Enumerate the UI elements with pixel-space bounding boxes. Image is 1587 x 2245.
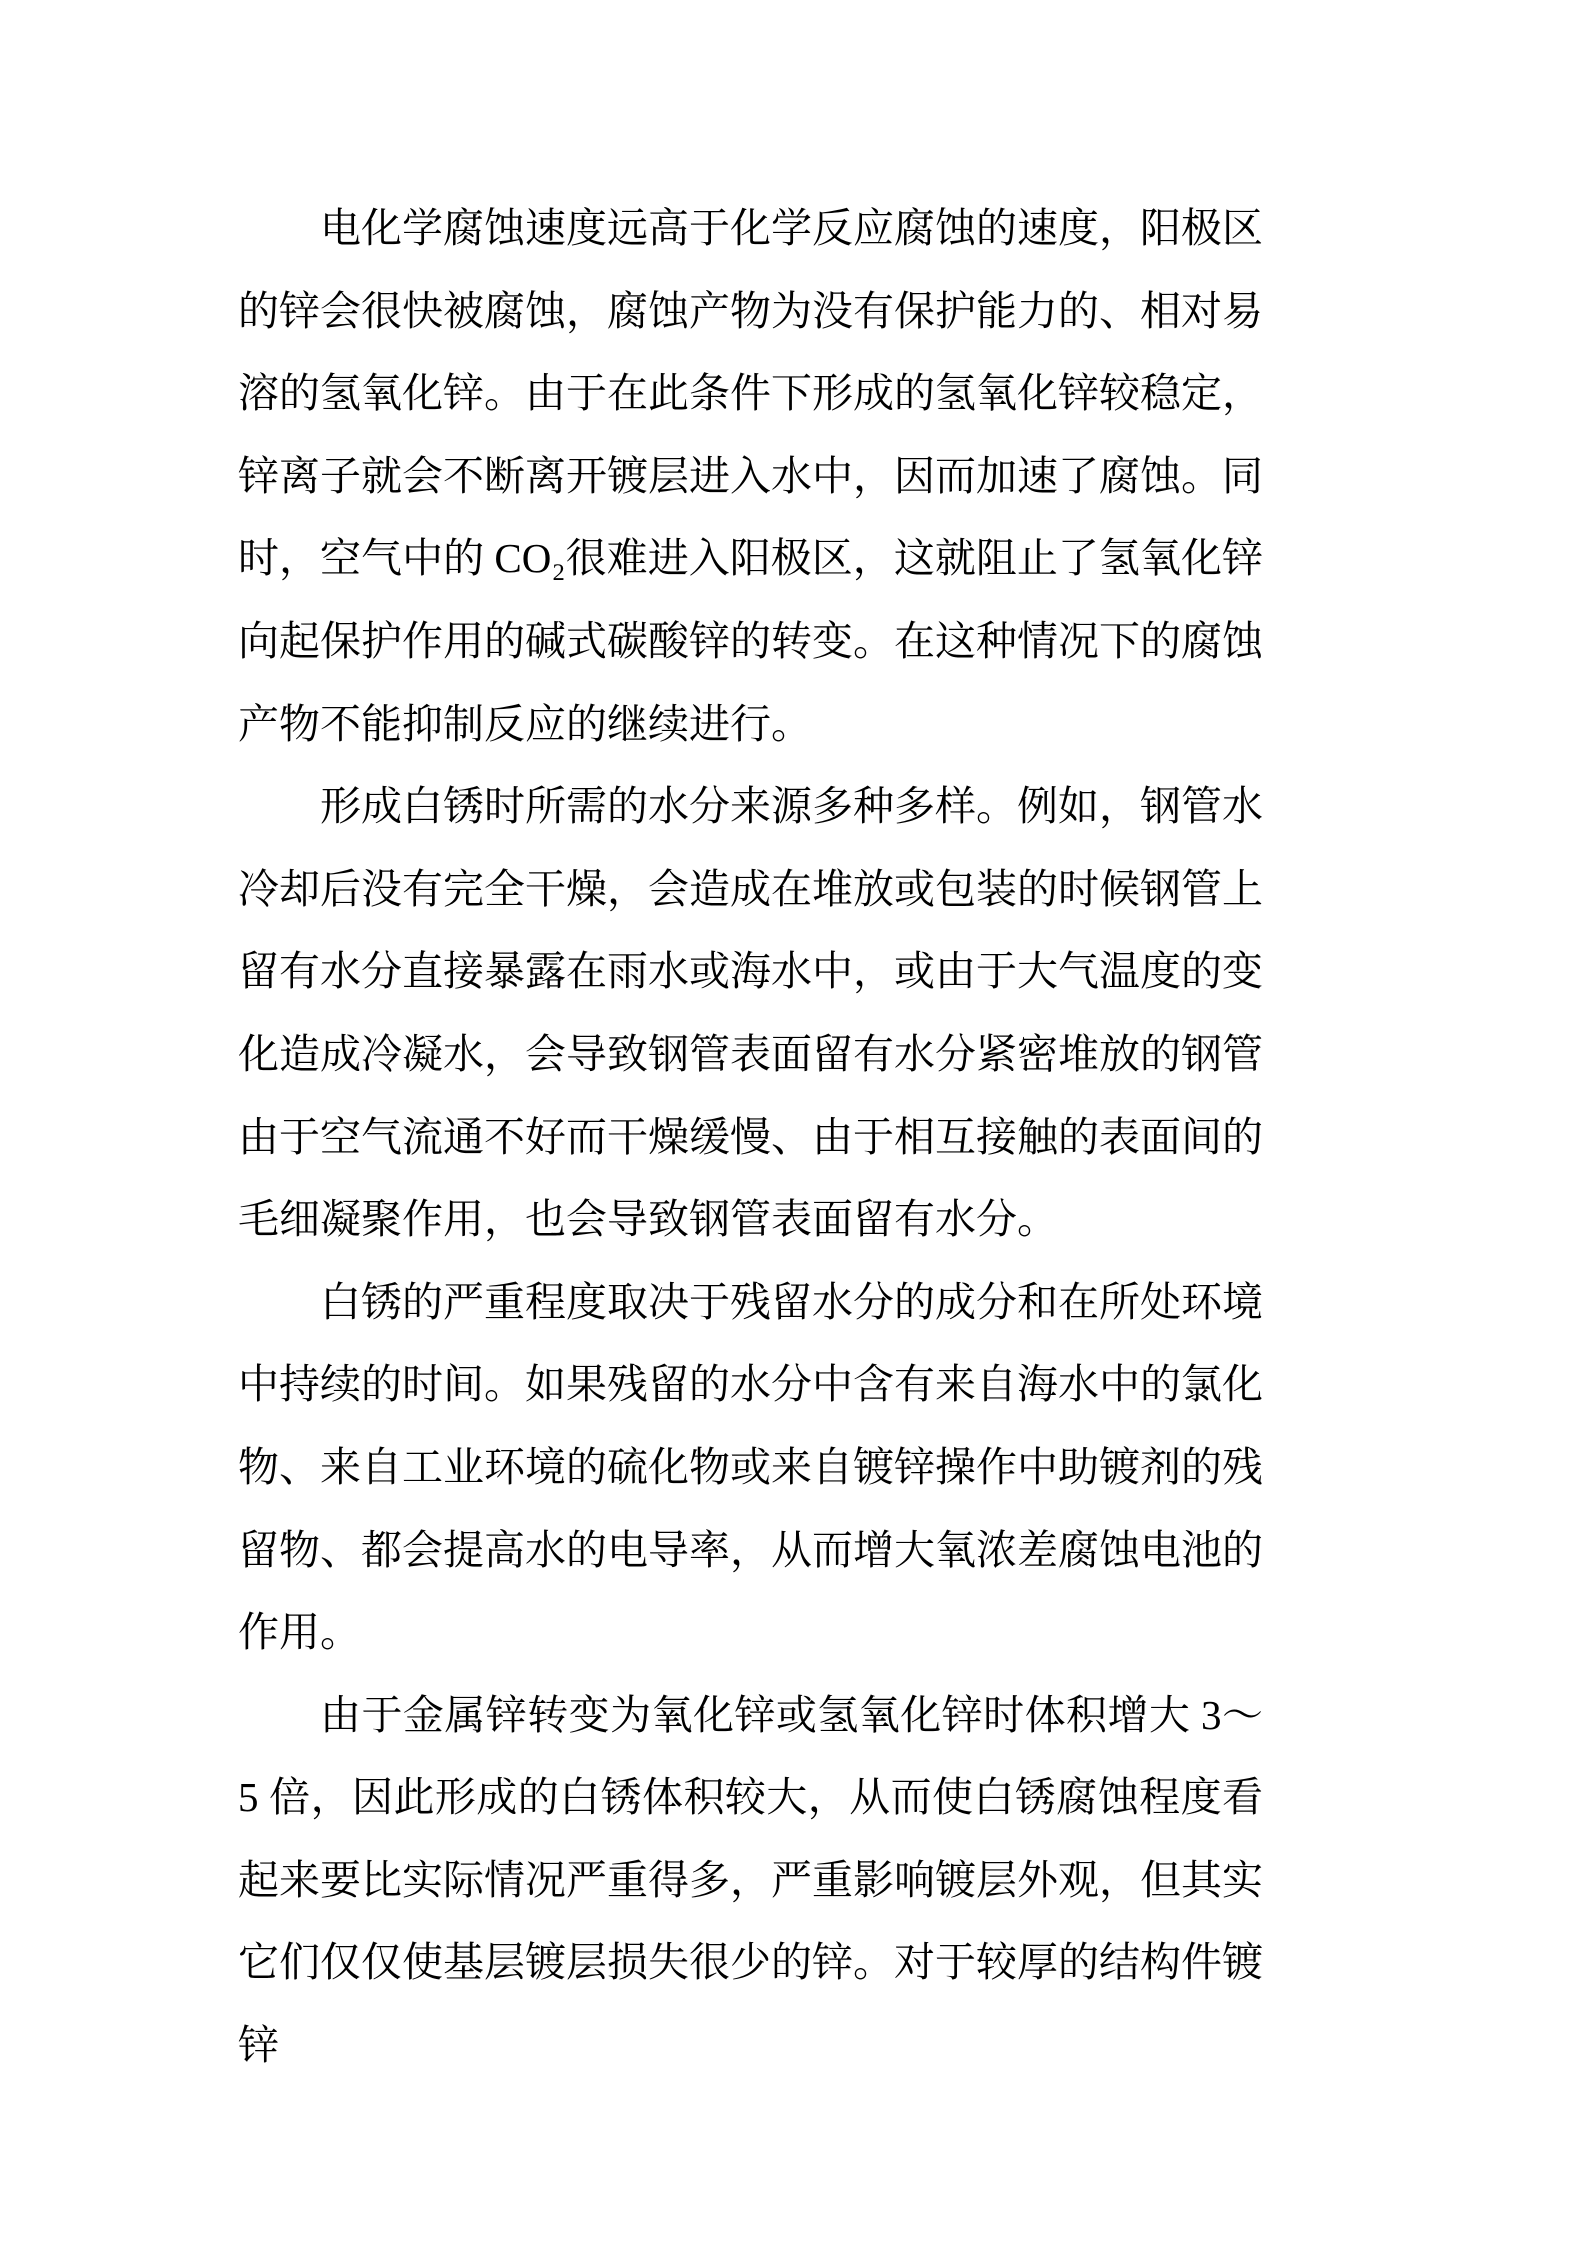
paragraph-volume-increase: 由于金属锌转变为氧化锌或氢氧化锌时体积增大 3～5 倍，因此形成的白锈体积较大，从而使白锈腐蚀程度看起来要比实际情况严重得多，严重影响镀层外观，但其实它们仅仅使基层镀层损失很少的锌。对于较厚的结构件镀锌 <box>238 1691 1263 2069</box>
paragraph-moisture-sources: 形成白锈时所需的水分来源多种多样。例如，钢管水冷却后没有完全干燥，会造成在堆放或包装的时候钢管上留有水分直接暴露在雨水或海水中，或由于大气温度的变化造成冷凝水，会导致钢管表面留有水分紧密堆放的钢管由于空气流通不好而干燥缓慢、由于相互接触的表面间的毛细凝聚作用，也会导致钢管表面留有水分。 <box>238 783 1263 1243</box>
paragraph-white-rust-severity: 白锈的严重程度取决于残留水分的成分和在所处环境中持续的时间。如果残留的水分中含有来自海水中的氯化物、来自工业环境的硫化物或来自镀锌操作中助镀剂的残留物、都会提高水的电导率，从而增大氧浓差腐蚀电池的作用。 <box>238 1278 1263 1656</box>
paragraph-electrochemical-corrosion: 电化学腐蚀速度远高于化学反应腐蚀的速度，阳极区的锌会很快被腐蚀，腐蚀产物为没有保护能力的、相对易溶的氢氧化锌。由于在此条件下形成的氢氧化锌较稳定，锌离子就会不断离开镀层进入水中，因而加速了腐蚀。同时，空气中的 CO₂很难进入阳极区，这就阻止了氢氧化锌向起保护作用的碱式碳酸锌的转变。在这种情况下的腐蚀产物不能抑制反应的继续进行。 <box>238 205 1263 747</box>
document-body <box>238 187 1263 2087</box>
